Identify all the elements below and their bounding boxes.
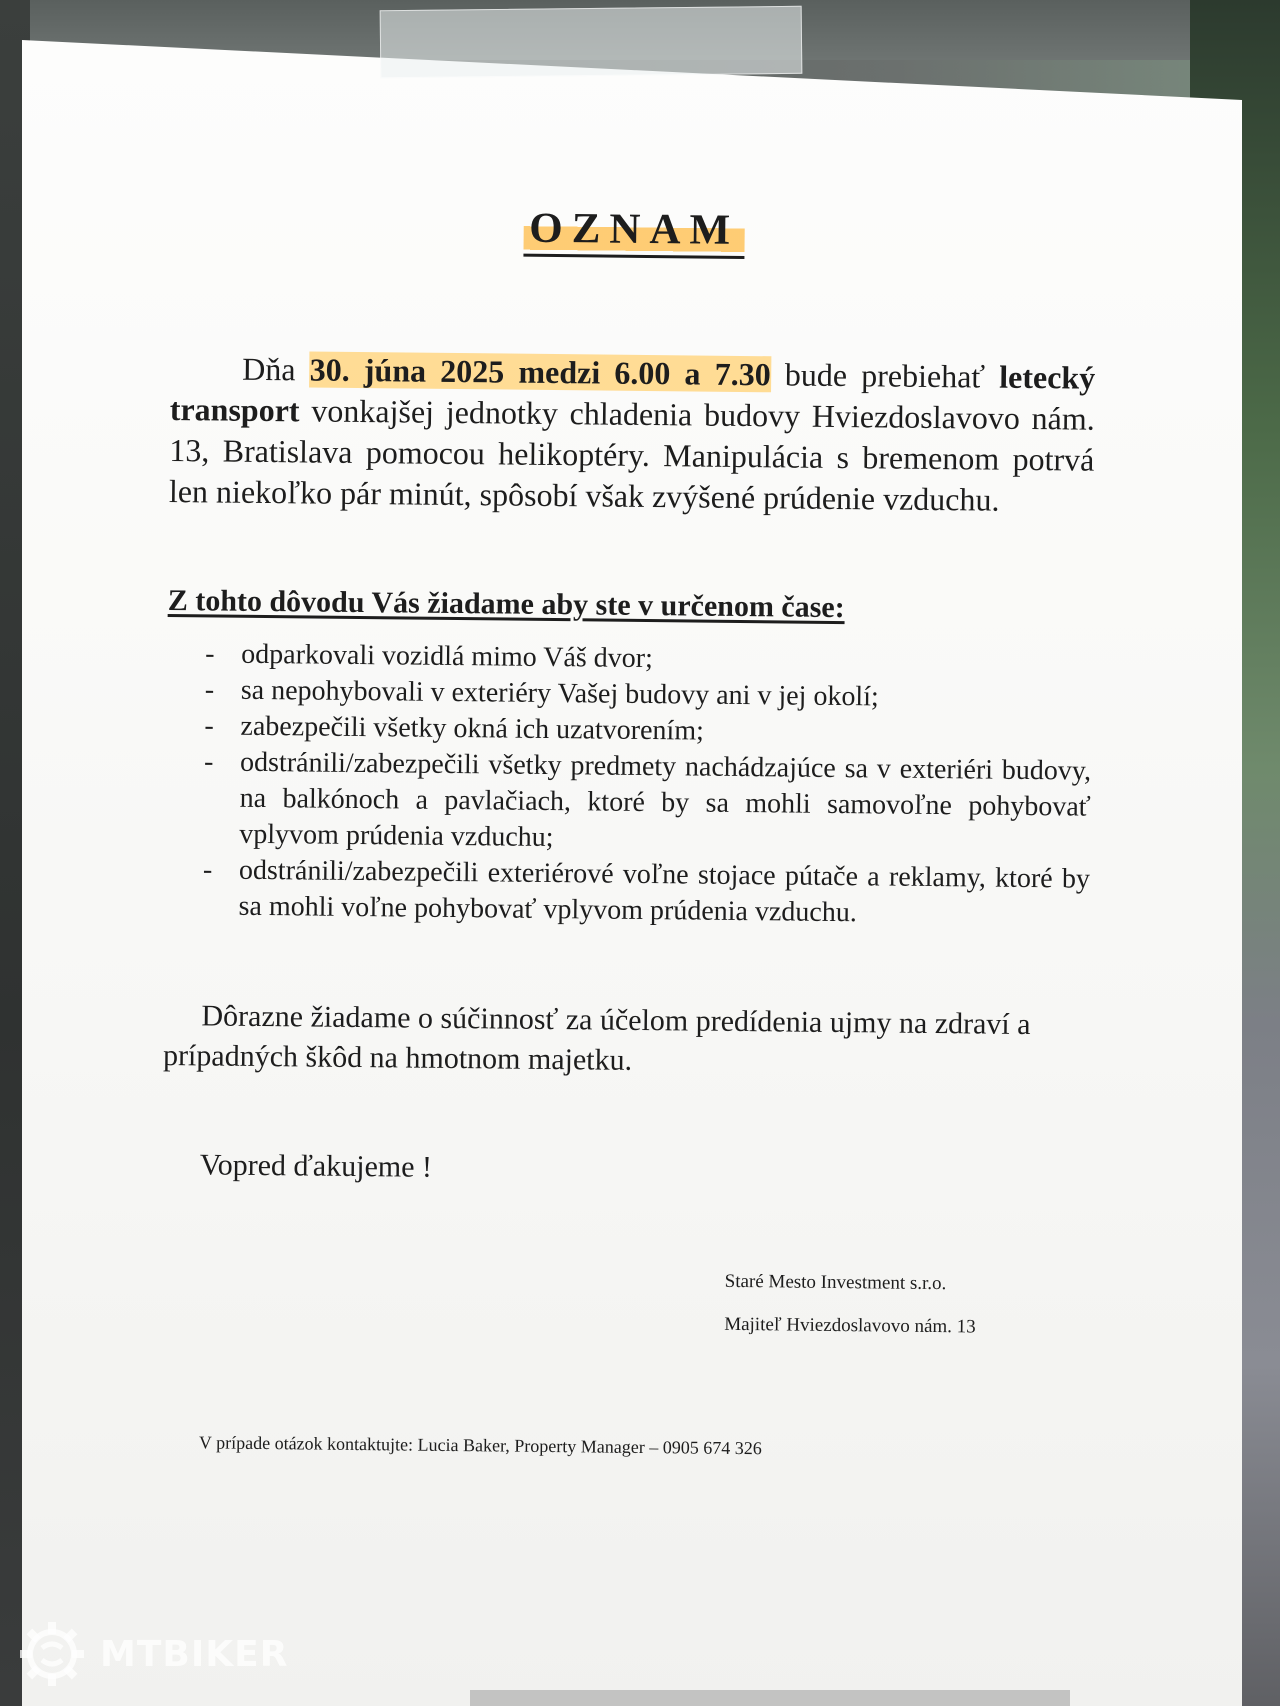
dash-marker: - [205, 638, 215, 670]
intro-rest: vonkajšej jednotky chladenia budovy Hviezdoslavovo nám. 13, Bratislava pomocou helikoptéry. Manipulácia s bremenom potrvá len niekoľko pár minút, spôsobí však zvýšené prúdenie vzduchu. [168, 392, 1095, 518]
contact-line: V prípade otázok kontaktujte: Lucia Baker, Property Manager – 0905 674 326 [198, 1432, 762, 1459]
sleeve-edge [470, 1690, 1070, 1706]
dash-marker: - [204, 674, 215, 706]
notice-title-text: OZNAM [523, 204, 745, 259]
thanks-line: Vopred ďakujeme ! [199, 1148, 433, 1184]
closing-paragraph: Dôrazne žiadame o súčinnosť za účelom predídenia ujmy na zdraví a prípadných škôd na hmotnom majetku. [162, 999, 1031, 1077]
gear-logo-icon [16, 1618, 88, 1690]
signature-owner: Majiteľ Hviezdoslavovo nám. 13 [724, 1313, 976, 1338]
list-item-text: zabezpečili všetky okná ich uzatvorením; [240, 710, 705, 747]
list-item-text: sa nepohybovali v exteriéry Vašej budovy ani v jej okolí; [240, 674, 879, 713]
intro-paragraph [169, 348, 1096, 522]
request-heading: Z tohto dôvodu Vás žiadame aby ste v určenom čase: [167, 583, 845, 625]
date-time-highlight: 30. júna 2025 medzi 6.00 a 7.30 [309, 351, 771, 393]
list-item [165, 744, 1091, 862]
intro-lead: Dňa [242, 350, 310, 388]
dash-marker: - [204, 710, 214, 742]
list-item-text: odstránili/zabezpečili všetky predmety nachádzajúce sa v exteriéri budovy, na balkónoch a pavlačiach, ktoré by sa mohli samovoľne pohybovať vplyvom prúdenia vzduchu; [239, 746, 1092, 854]
signature-company: Staré Mesto Investment s.r.o. [724, 1270, 947, 1295]
dash-marker: - [203, 746, 214, 778]
dash-marker: - [202, 854, 213, 886]
transport-bold: letecký transport [169, 358, 1096, 429]
intro-mid: bude prebiehať [770, 356, 1000, 395]
signature-block [724, 1260, 1086, 1350]
list-item-text: odparkovali vozidlá mimo Váš dvor; [241, 638, 654, 675]
notice-document [159, 200, 1097, 1463]
notice-title [171, 200, 1097, 272]
request-list [164, 636, 1092, 934]
list-item-text: odstránili/zabezpečili exteriérové voľne stojace pútače a reklamy, ktoré by sa mohli voľne pohybovať vplyvom prúdenia vzduchu. [238, 854, 1091, 929]
list-item [164, 852, 1090, 934]
adhesive-tape [380, 6, 803, 78]
watermark-text: MTBIKER [100, 1633, 289, 1675]
watermark [16, 1618, 288, 1690]
